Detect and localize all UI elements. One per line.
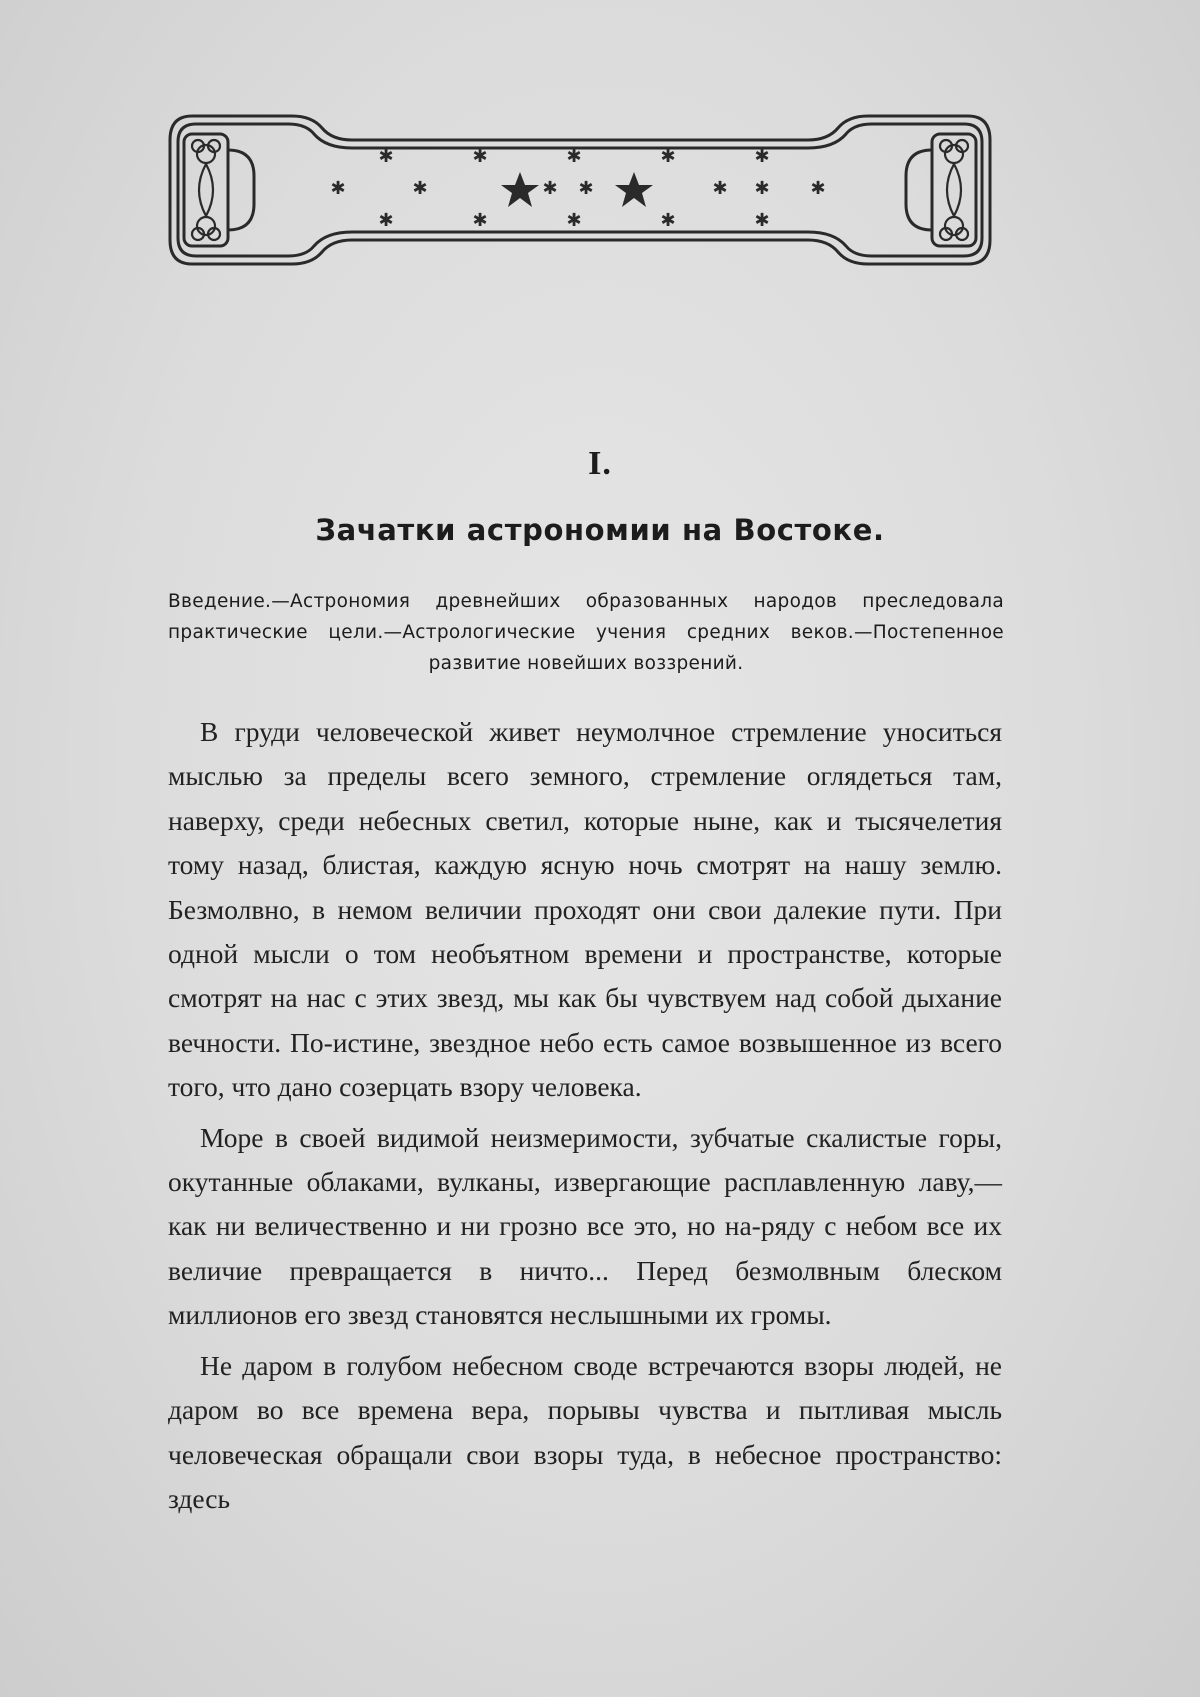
svg-text:✱: ✱ [412, 178, 428, 199]
body-text [168, 710, 1002, 1521]
svg-text:✱: ✱ [566, 146, 582, 167]
decorative-header-ornament [162, 110, 998, 270]
svg-text:✱: ✱ [378, 146, 394, 167]
svg-text:✱: ✱ [330, 178, 346, 199]
svg-text:✱: ✱ [754, 146, 770, 167]
svg-text:✱: ✱ [754, 178, 770, 199]
paragraph: Не даром в голубом небесном своде встречаются взоры людей, не даром во все времена вера, порывы чувства и пытливая мысль человеческая обращали свои взоры туда, в небесное пространство: здесь [168, 1349, 1002, 1514]
svg-text:✱: ✱ [660, 210, 676, 231]
svg-text:✱: ✱ [810, 178, 826, 199]
svg-text:✱: ✱ [472, 210, 488, 231]
svg-text:✱: ✱ [578, 178, 594, 199]
svg-text:✱: ✱ [566, 210, 582, 231]
svg-text:✱: ✱ [542, 178, 558, 199]
svg-text:✱: ✱ [712, 178, 728, 199]
paragraph: В груди человеческой живет неумолчное стремление уноситься мыслью за пределы всего земного, стремление оглядеться там, наверху, среди небесных светил, которые ныне, как и тысячелетия тому назад, блистая, каждую ясную ночь смотрят на нашу землю. Безмолвно, в немом величии проходят они свои далекие пути. При одной мысли о том необъятном времени и пространстве, которые смотрят на нас с этих звезд, мы как бы чувствуем над собой дыхание вечности. По-истине, звездное небо есть самое возвышенное из всего того, что дано созерцать взору человека. [168, 716, 1002, 1103]
chapter-number: I. [588, 445, 612, 482]
svg-text:✱: ✱ [754, 210, 770, 231]
paragraph: Море в своей видимой неизмеримости, зубчатые скалистые горы, окутанные облаками, вулканы, извергающие расплавленную лаву,—как ни величественно и ни грозно все это, но на-ряду с небом все их величие превращается в ничто... Перед безмолвным блеском миллионов его звезд становятся неслышными их громы. [168, 1121, 1002, 1331]
svg-text:✱: ✱ [472, 146, 488, 167]
chapter-title: Зачатки астрономии на Востоке. [315, 513, 885, 547]
svg-text:✱: ✱ [378, 210, 394, 231]
chapter-summary: Введение.—Астрономия древнейших образованных народов преследовала практические цели.—Астрологические учения средних веков.—Постепенное развитие новейших воззрений. [168, 591, 1004, 674]
svg-text:✱: ✱ [660, 146, 676, 167]
